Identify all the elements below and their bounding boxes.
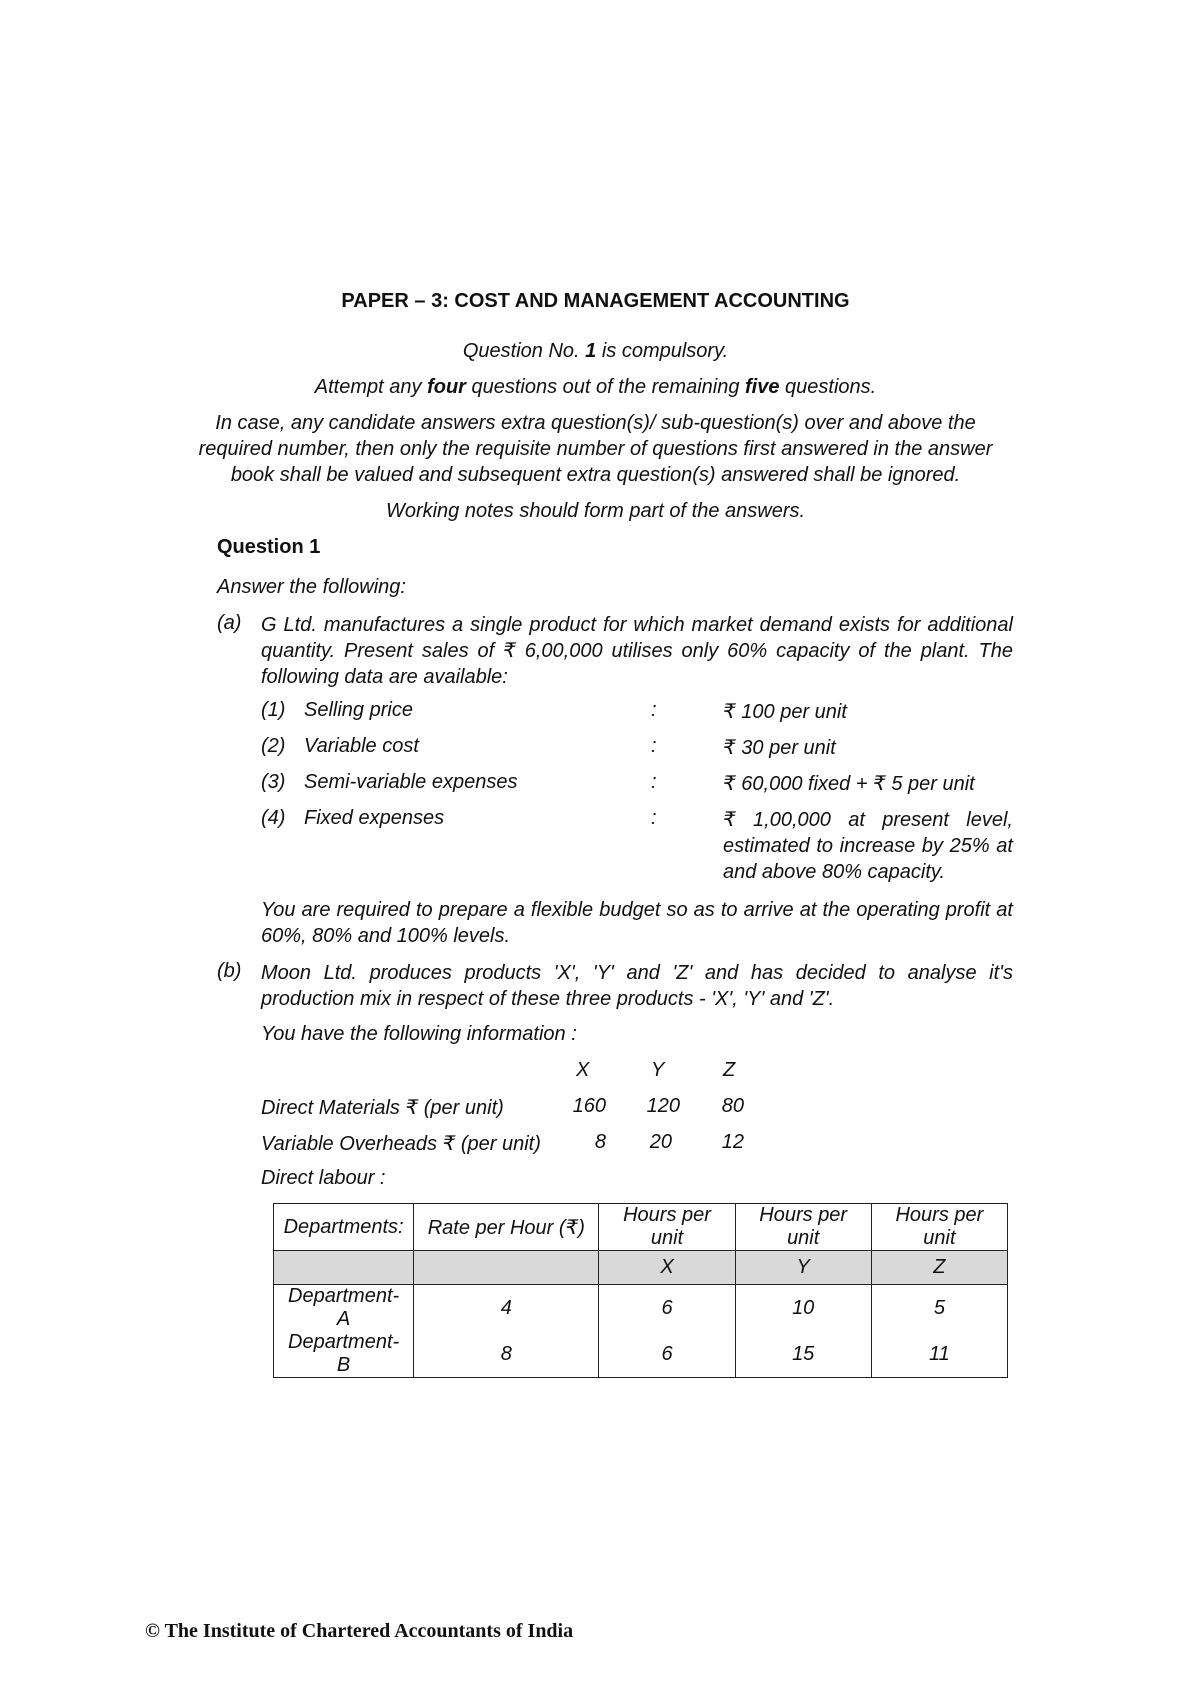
item-4-label: Fixed expenses [304,807,445,829]
table-subheader-row [274,1251,1008,1285]
dept-a-hours-x: 6 [599,1285,735,1332]
header-hours-y: Hours per unit [735,1204,871,1251]
instruction-extra-line2: required number, then only the requisite number of questions first answered in the answer [198,438,993,460]
instruction-attempt: Attempt any four questions out of the remaining five questions. [314,376,877,398]
direct-materials-z: 80 [721,1095,744,1117]
header-rate: Rate per Hour (₹) [414,1204,599,1251]
dept-b-hours-z: 11 [871,1331,1007,1378]
product-header-y: Y [651,1059,665,1081]
header-hours-z: Hours per unit [871,1204,1007,1251]
item-2-value: ₹ 30 per unit [723,737,836,759]
header-departments: Departments: [274,1204,414,1251]
part-a-text: G Ltd. manufactures a single product for which market demand exists for additional quantity. Present sales of ₹ 6,00,000 utilises only 60% capacity of the plant. The following data are available: [261,614,1013,688]
item-1-label: Selling price [304,699,413,721]
direct-materials-label: Direct Materials ₹ (per unit) [261,1097,504,1119]
item-4-colon: : [651,807,657,829]
item-4-value: ₹ 1,00,000 at present level, estimated to increase by 25% at and above 80% capacity. [723,809,1013,883]
question-intro: Answer the following: [217,576,406,598]
dept-b-name: Department-B [274,1331,414,1378]
part-b-label: (b) [217,960,242,982]
item-3-number: (3) [261,771,286,793]
item-1-number: (1) [261,699,286,721]
item-4-number: (4) [261,807,286,829]
subheader-empty-1 [274,1251,414,1285]
dept-b-rate: 8 [414,1331,599,1378]
table-row [274,1331,1008,1378]
table-row [274,1285,1008,1332]
page-title: PAPER – 3: COST AND MANAGEMENT ACCOUNTING [341,290,850,312]
subheader-empty-2 [414,1251,599,1285]
copyright-footer: © The Institute of Chartered Accountants of India [145,1620,574,1642]
item-2-colon: : [651,735,657,757]
variable-overheads-x: 8 [594,1131,606,1153]
instruction-compulsory: Question No. 1 is compulsory. [462,340,729,362]
variable-overheads-z: 12 [721,1131,744,1153]
item-2-number: (2) [261,735,286,757]
subheader-x: X [599,1251,735,1285]
variable-overheads-y: 20 [649,1131,672,1153]
part-b-info: You have the following information : [261,1023,577,1045]
item-3-value: ₹ 60,000 fixed + ₹ 5 per unit [723,773,975,795]
dept-b-hours-y: 15 [735,1331,871,1378]
item-1-value: ₹ 100 per unit [723,701,847,723]
dept-a-hours-y: 10 [735,1285,871,1332]
subheader-z: Z [871,1251,1007,1285]
question-heading: Question 1 [217,536,321,558]
product-header-x: X [576,1059,590,1081]
dept-a-rate: 4 [414,1285,599,1332]
product-header-z: Z [723,1059,736,1081]
item-3-colon: : [651,771,657,793]
dept-a-hours-z: 5 [871,1285,1007,1332]
instruction-working-notes: Working notes should form part of the answers. [385,500,806,522]
part-a-label: (a) [217,612,242,634]
subheader-y: Y [735,1251,871,1285]
part-b-text: Moon Ltd. produces products 'X', 'Y' and 'Z' and has decided to analyse it's production mix in respect of these three products - 'X', 'Y' and 'Z'. [261,962,1013,1010]
dept-a-name: Department-A [274,1285,414,1332]
dept-b-hours-x: 6 [599,1331,735,1378]
header-hours-x: Hours per unit [599,1204,735,1251]
table-header-row [274,1204,1008,1251]
direct-materials-x: 160 [572,1095,606,1117]
instruction-extra-line3: book shall be valued and subsequent extra question(s) answered shall be ignored. [230,464,961,486]
direct-materials-y: 120 [646,1095,680,1117]
item-1-colon: : [651,699,657,721]
item-2-label: Variable cost [304,735,419,757]
direct-labour-label: Direct labour : [261,1167,386,1189]
direct-labour-table [273,1203,1008,1378]
part-a-requirement: You are required to prepare a flexible budget so as to arrive at the operating profit at 60%, 80% and 100% levels. [261,899,1013,947]
item-3-label: Semi-variable expenses [304,771,518,793]
instruction-extra-line1: In case, any candidate answers extra question(s)/ sub-question(s) over and above the [215,412,976,434]
variable-overheads-label: Variable Overheads ₹ (per unit) [261,1133,541,1155]
